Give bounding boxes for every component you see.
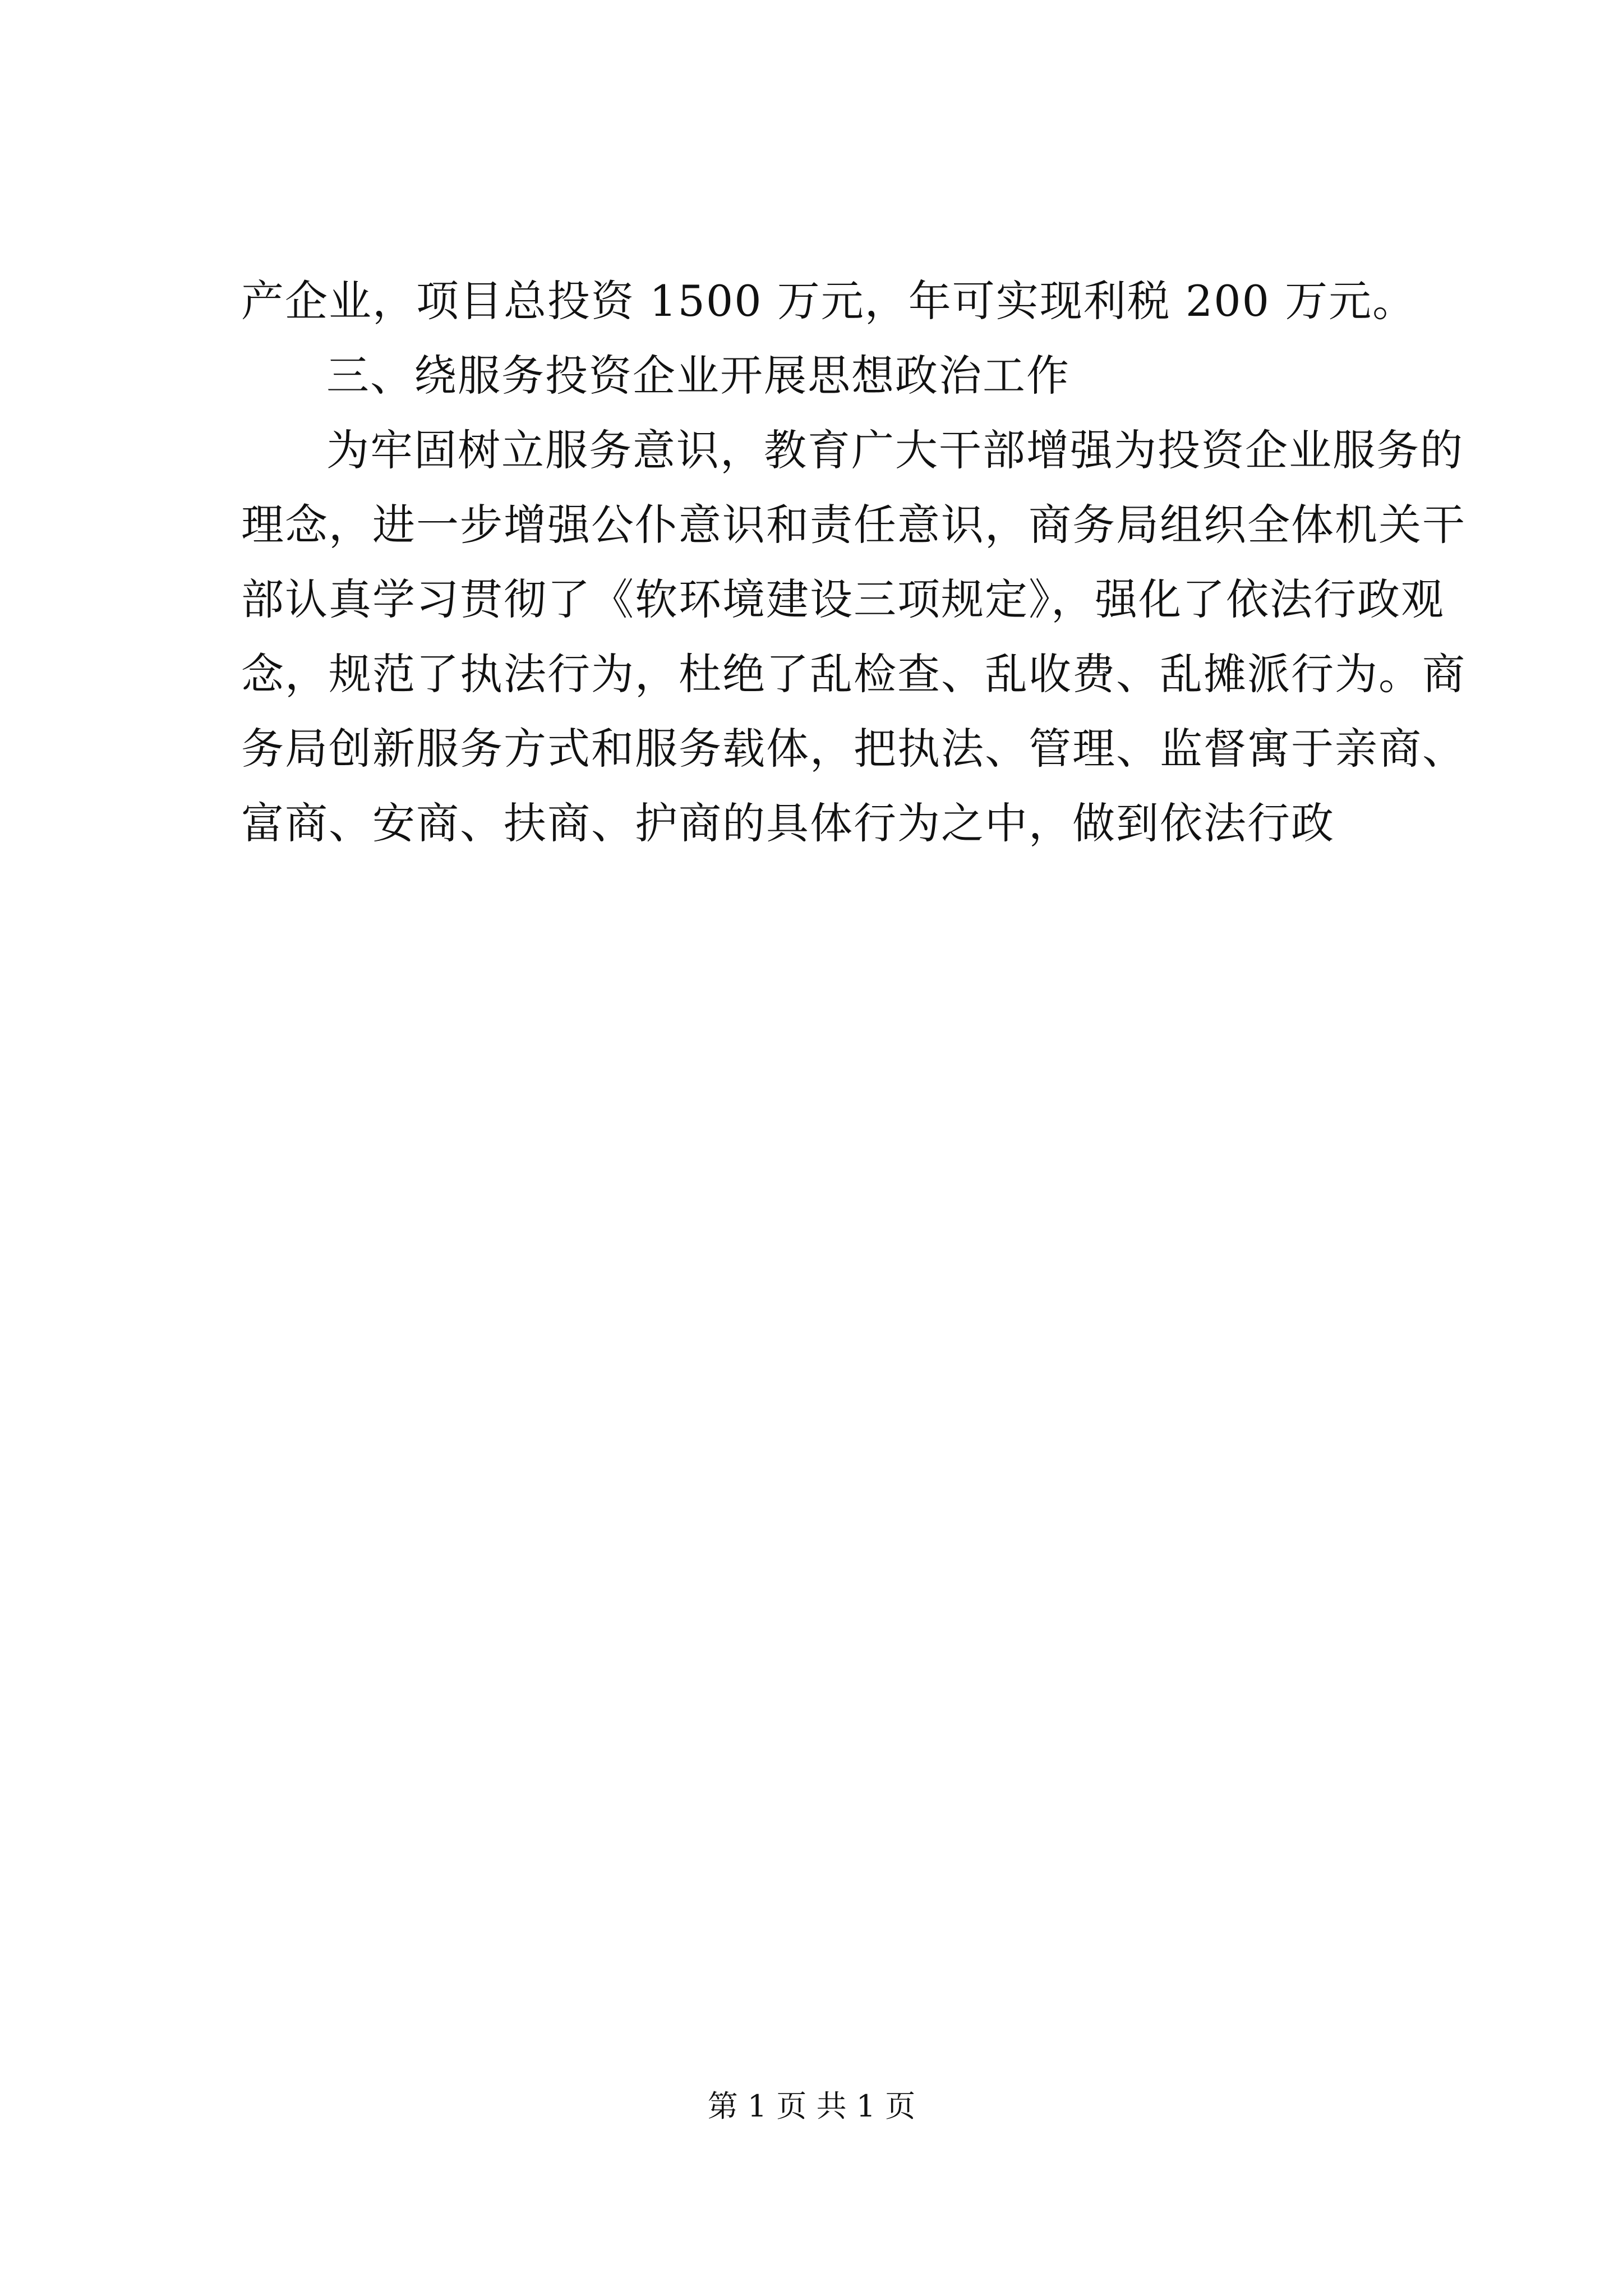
text-line-8: 富商、安商、扶商、护商的具体行为之中，做到依法行政 [241, 798, 1335, 848]
section-heading: 三、绕服务投资企业开展思想政治工作 [326, 351, 1070, 401]
text-line-1: 产企业，项目总投资 1500 万元，年可实现利税 200 万元。 [241, 276, 1417, 326]
text-line-7: 务局创新服务方式和服务载体，把执法、管理、监督寓于亲商、 [241, 724, 1466, 774]
text-line-5: 部认真学习贯彻了《软环境建设三项规定》，强化了依法行政观 [241, 574, 1445, 624]
text-line-6: 念，规范了执法行为，杜绝了乱检查、乱收费、乱摊派行为。商 [241, 649, 1466, 699]
text-line-4: 理念，进一步增强公仆意识和责任意识，商务局组织全体机关干 [241, 500, 1466, 550]
body-text [241, 264, 1466, 861]
page-footer: 第 1 页 共 1 页 [707, 2088, 916, 2124]
text-line-3: 为牢固树立服务意识，教育广大干部增强为投资企业服务的 [326, 425, 1464, 475]
